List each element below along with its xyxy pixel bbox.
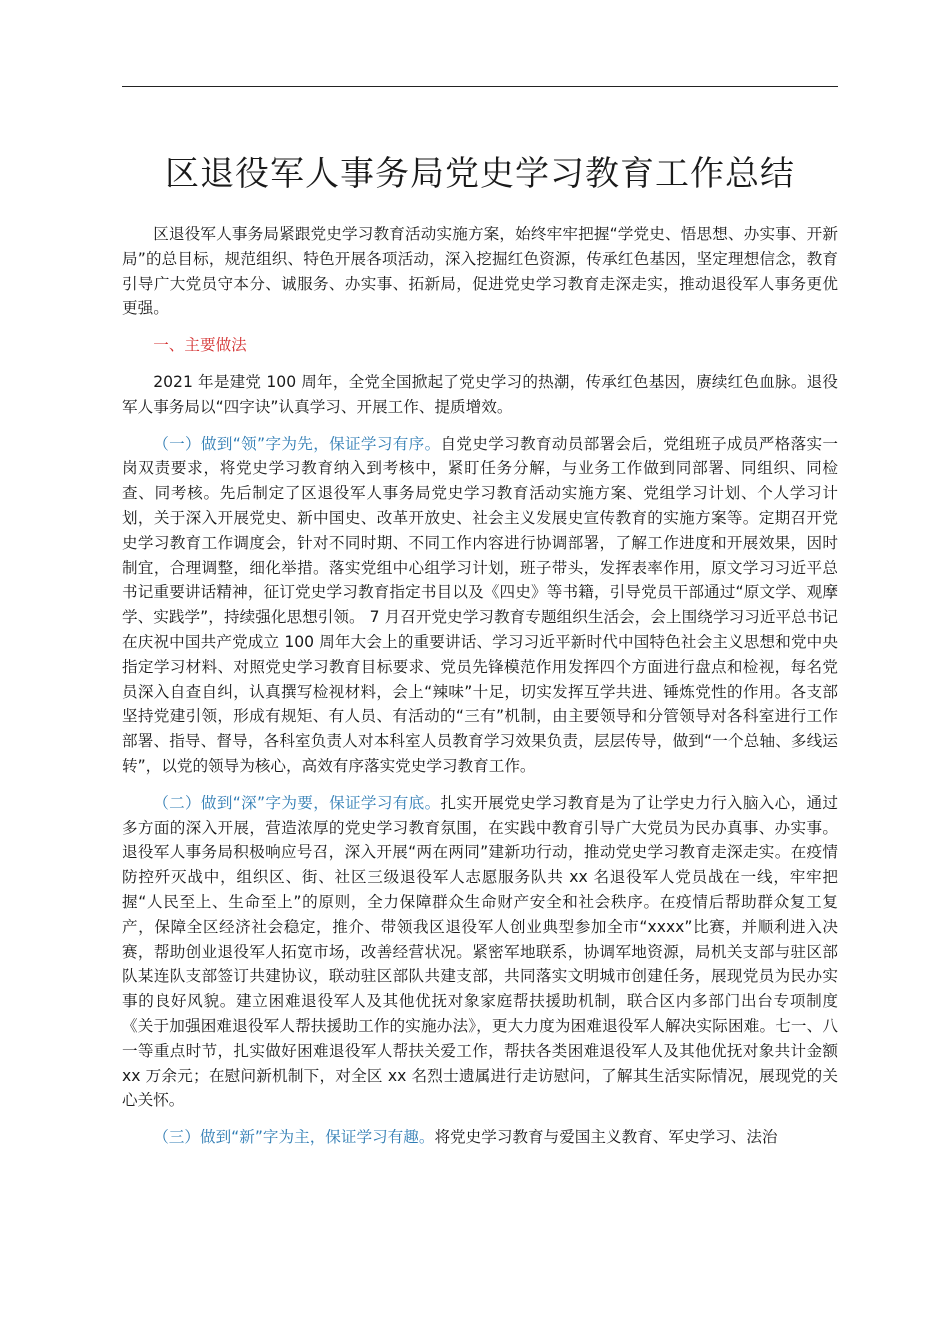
section-heading-text: 一、主要做法 bbox=[153, 336, 247, 355]
item-text-3: 将党史学习教育与爱国主义教育、军史学习、法治 bbox=[434, 1128, 778, 1147]
header-rule bbox=[122, 86, 838, 87]
item-paragraph-1 bbox=[122, 432, 838, 779]
item-heading-1: （一）做到“领”字为先，保证学习有序。 bbox=[153, 434, 441, 453]
item-heading-2: （二）做到“深”字为要，保证学习有底。 bbox=[153, 793, 441, 812]
intro-paragraph: 区退役军人事务局紧跟党史学习教育活动实施方案，始终牢牢把握“学党史、悟思想、办实事、开新局”的总目标，规范组织、特色开展各项活动，深入挖掘红色资源，传承红色基因，坚定理想信念，教育引导广大党员守本分、诚服务、办实事、拓新局，促进党史学习教育走深走实，推动退役军人事务更优更强。 bbox=[122, 225, 838, 318]
item-text-1: 自党史学习教育动员部署会后，党组班子成员严格落实一岗双责要求，将党史学习教育纳入到考核中，紧盯任务分解，与业务工作做到同部署、同组织、同检查、同考核。先后制定了区退役军人事务局党史学习教育活动实施方案、党组学习计划、个人学习计划，关于深入开展党史、新中国史、改革开放史、社会主义发展史宣传教育的实施方案等。定期召开党史学习教育工作调度会，针对不同时期、不同工作内容进行协调部署，了解工作进度和开展效果，因时制宜，合理调整，细化举措。落实党组中心组学习计划，班子带头，发挥表率作用，原文学习习近平总书记重要讲话精神，征订党史学习教育指定书目以及《四史》等书籍，引导党员干部通过“原文学、观摩学、实践学”，持续强化思想引领。 7 月召开党史学习教育专题组织生活会，会上围绕学习习近平总书记在庆祝中国共产党成立 100 周年大会上的重要讲话、学习习近平新时代中国特色社会主义思想和党中央指定学习材料、对照党史学习教育目标要求、党员先锋模范作用发挥四个方面进行盘点和检视，每名党员深入自查自纠，认真撰写检视材料，会上“辣味”十足，切实发挥互学共进、锤炼党性的作用。各支部坚持党建引领，形成有规矩、有人员、有活动的“三有”机制，由主要领导和分管领导对各科室进行工作部署、指导、督导，各科室负责人对本科室人员教育学习效果负责，层层传导，做到“一个总轴、多线运转”，以党的领导为核心，高效有序落实党史学习教育工作。 bbox=[122, 434, 838, 775]
item-paragraph-2 bbox=[122, 791, 838, 1113]
section-intro-paragraph: 2021 年是建党 100 周年，全党全国掀起了党史学习的热潮，传承红色基因，赓续红色血脉。退役军人事务局以“四字诀”认真学习、开展工作、提质增效。 bbox=[122, 372, 838, 416]
item-paragraph-3 bbox=[122, 1125, 838, 1150]
item-text-2: 扎实开展党史学习教育是为了让学史力行入脑入心，通过多方面的深入开展，营造浓厚的党史学习教育氛围，在实践中教育引导广大党员为民办真事、办实事。退役军人事务局积极响应号召，深入开展“两在两同”建新功行动，推动党史学习教育走深走实。在疫情防控歼灭战中，组织区、街、社区三级退役军人志愿服务队共 xx 名退役军人党员战在一线，牢牢把握“人民至上、生命至上”的原则，全力保障群众生命财产安全和社会秩序。在疫情后帮助群众复工复产，保障全区经济社会稳定，推介、带领我区退役军人创业典型参加全市“xxxx”比赛，并顺利进入决赛，帮助创业退役军人拓宽市场，改善经营状况。紧密军地联系，协调军地资源，局机关支部与驻区部队某连队支部签订共建协议，联动驻区部队共建支部，共同落实文明城市创建任务，展现党员为民办实事的良好风貌。建立困难退役军人及其他优抚对象家庭帮扶援助机制，联合区内多部门出台专项制度《关于加强困难退役军人帮扶援助工作的实施办法》，更大力度为困难退役军人解决实际困难。七一、八一等重点时节，扎实做好困难退役军人帮扶关爱工作，帮扶各类困难退役军人及其他优抚对象共计金额 xx 万余元；在慰问新机制下，对全区 xx 名烈士遗属进行走访慰问，了解其生活实际情况，展现党的关心关怀。 bbox=[122, 793, 838, 1110]
item-heading-3: （三）做到“新”字为主，保证学习有趣。 bbox=[153, 1128, 435, 1147]
document-title: 区退役军人事务局党史学习教育工作总结 bbox=[165, 154, 795, 194]
section-heading-main-practices bbox=[122, 333, 838, 358]
document-body bbox=[122, 222, 838, 1162]
